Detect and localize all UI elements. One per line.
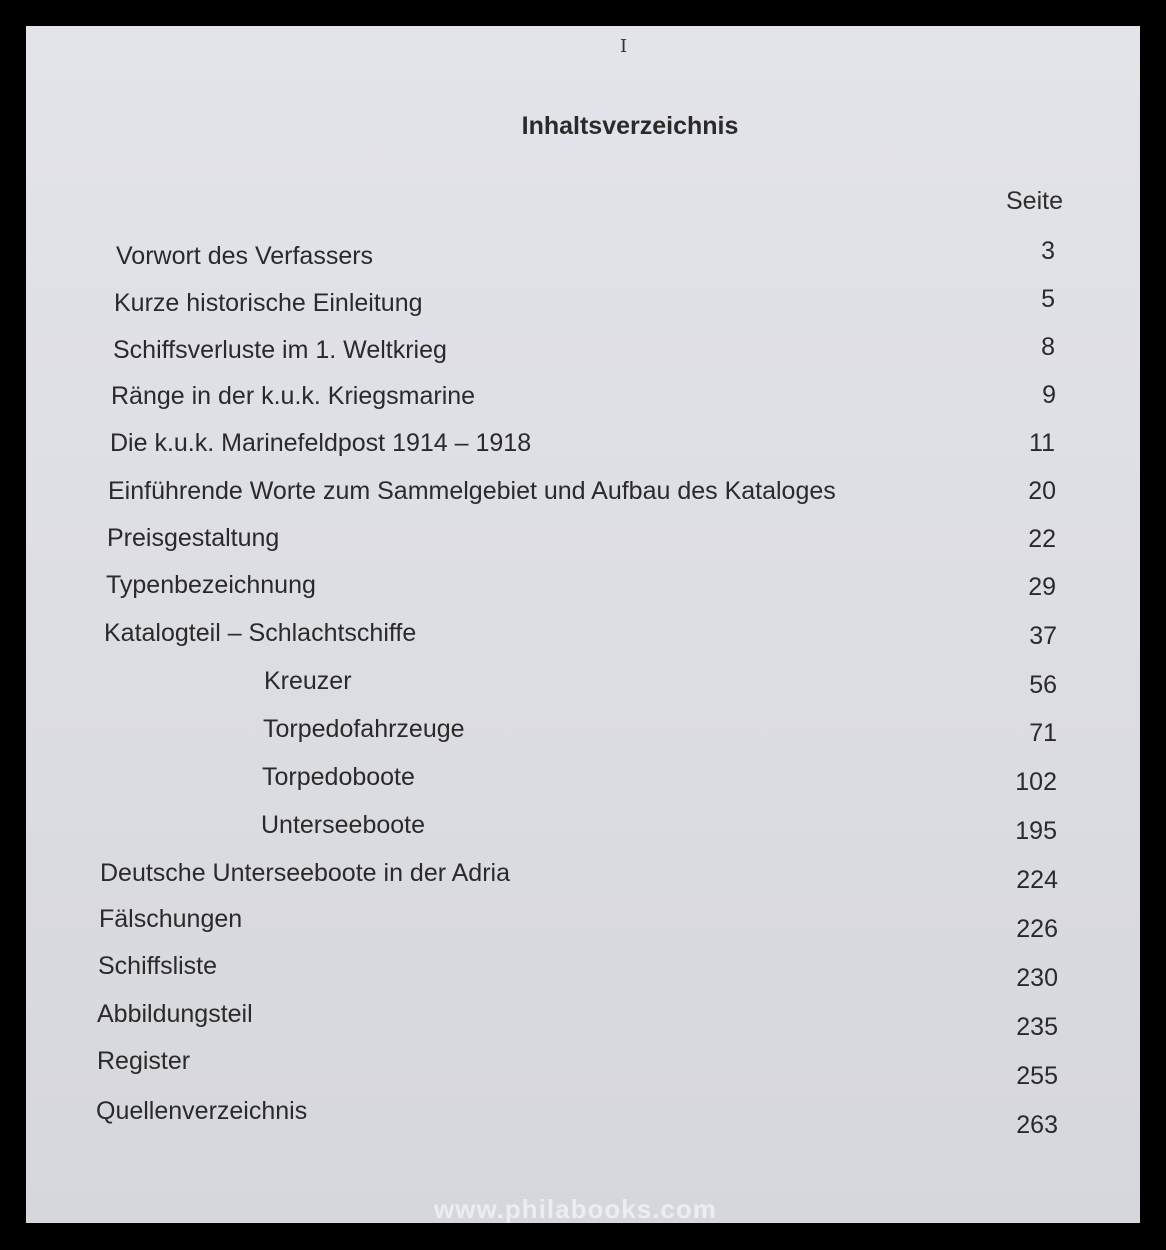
- toc-entry-title: Schiffsverluste im 1. Weltkrieg: [113, 336, 447, 364]
- toc-entry-title: Katalogteil – Schlachtschiffe: [104, 619, 417, 647]
- toc-entry-page: 226: [1016, 915, 1058, 943]
- toc-entry-page: 224: [1016, 866, 1058, 894]
- toc-entry-page: 5: [1041, 285, 1055, 313]
- toc-entry-title: Vorwort des Verfassers: [116, 242, 374, 270]
- toc-entry-page: 71: [1029, 719, 1057, 747]
- toc-entry-title: Quellenverzeichnis: [96, 1097, 308, 1125]
- toc-entry-page: 3: [1041, 237, 1055, 265]
- toc-entry-title: Kreuzer: [264, 667, 352, 695]
- toc-entry-page: 230: [1016, 964, 1058, 992]
- page-title: Inhaltsverzeichnis: [521, 112, 739, 140]
- toc-entry-page: 102: [1015, 768, 1057, 796]
- toc-entry-title: Die k.u.k. Marinefeldpost 1914 – 1918: [110, 429, 532, 457]
- page-number: I: [620, 36, 628, 57]
- toc-entry-page: 263: [1016, 1111, 1058, 1139]
- toc-entry-title: Preisgestaltung: [107, 524, 280, 552]
- toc-entry-page: 8: [1041, 333, 1055, 361]
- toc-entry-title: Schiffsliste: [98, 952, 218, 980]
- toc-entry-title: Typenbezeichnung: [106, 571, 316, 599]
- document-page: [26, 26, 1140, 1223]
- toc-entry-title: Fälschungen: [99, 905, 243, 933]
- toc-entry-page: 20: [1028, 477, 1056, 505]
- toc-entry-title: Abbildungsteil: [97, 1000, 253, 1028]
- toc-entry-title: Ränge in der k.u.k. Kriegsmarine: [111, 382, 476, 410]
- toc-entry-page: 9: [1042, 381, 1056, 409]
- toc-entry-page: 11: [1029, 429, 1055, 457]
- page-column-header: Seite: [1006, 187, 1063, 215]
- toc-entry-title: Deutsche Unterseeboote in der Adria: [100, 859, 510, 887]
- toc-entry-title: Einführende Worte zum Sammelgebiet und Aufbau des Kataloges: [108, 477, 836, 505]
- toc-entry-title: Torpedoboote: [262, 763, 415, 791]
- toc-entry-page: 29: [1028, 573, 1056, 601]
- watermark-text: www.philabooks.com: [434, 1194, 717, 1223]
- toc-entry-title: Kurze historische Einleitung: [114, 289, 423, 317]
- toc-entry-page: 235: [1016, 1013, 1058, 1041]
- toc-entry-page: 255: [1016, 1062, 1058, 1090]
- toc-entry-page: 56: [1029, 671, 1057, 699]
- toc-entry-page: 195: [1015, 817, 1057, 845]
- toc-entry-title: Unterseeboote: [261, 811, 426, 839]
- toc-entry-title: Register: [97, 1047, 191, 1075]
- toc-entry-title: Torpedofahrzeuge: [263, 715, 465, 743]
- toc-entry-page: 22: [1028, 525, 1056, 553]
- toc-entry-page: 37: [1029, 622, 1057, 650]
